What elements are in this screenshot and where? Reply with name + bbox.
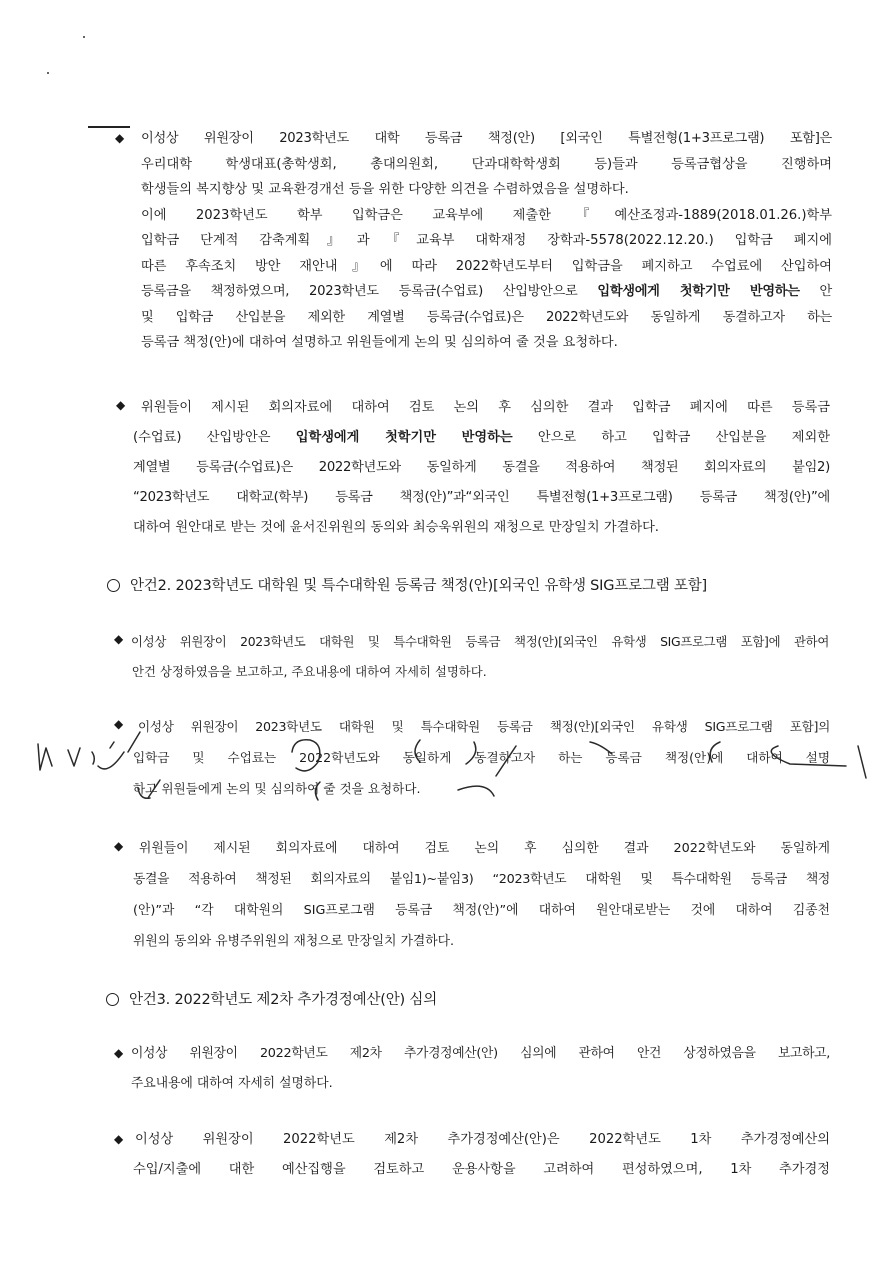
paragraph-1-line: 이성상 위원장이 2023학년도 대학 등록금 책정(안) [외국인 특별전형(1+3프로그램) 포함]은 xyxy=(141,131,832,146)
paragraph-1-line: 따른 후속조치 방안 재안내』에 따라 2022학년도부터 입학금을 폐지하고 수업료에 산입하여 xyxy=(141,258,832,274)
paragraph-6-line: 이성상 위원장이 2022학년도 제2차 추가경정예산(안) 심의에 관하여 안건 상정하였음을 보고하고, xyxy=(131,1046,830,1061)
paragraph-5-line: (안)”과 “각 대학원의 SIG프로그램 등록금 책정(안)”에 대하여 원안대로받는 것에 대하여 김종천 xyxy=(133,903,830,918)
agenda-heading-3: 안건3. 2022학년도 제2차 추가경정예산(안) 심의 xyxy=(106,988,437,1009)
bullet-icon: ◆ xyxy=(114,839,124,853)
circle-icon xyxy=(107,579,120,592)
paragraph-1-line: 등록금을 책정하였으며, 2023학년도 등록금(수업료) 산입방안으로 입학생에게 첫학기만 반영하는 안 xyxy=(141,284,832,299)
paragraph-1-line: 학생들의 복지향상 및 교육환경개선 등을 위한 다양한 의견을 수렴하였음을 설명하다. xyxy=(141,182,629,197)
paragraph-5-line: 위원의 동의와 유병주위원의 재청으로 만장일치 가결하다. xyxy=(133,934,455,949)
bullet-icon: ◆ xyxy=(114,1046,124,1060)
paragraph-2 xyxy=(133,393,830,543)
bullet-icon: ◆ xyxy=(116,398,126,412)
paragraph-7-line: 이성상 위원장이 2022학년도 제2차 추가경정예산(안)은 2022학년도 1차 추가경정예산의 xyxy=(135,1132,830,1147)
paragraph-5 xyxy=(133,833,830,957)
paragraph-5-line: 위원들이 제시된 회의자료에 대하여 검토 논의 후 심의한 결과 2022학년도와 동일하게 xyxy=(139,841,830,856)
paragraph-2-line: “2023학년도 대학교(학부) 등록금 책정(안)”과“외국인 특별전형(1+3프로그램) 등록금 책정(안)”에 xyxy=(133,490,830,505)
circle-icon xyxy=(106,993,119,1006)
emphasis-text: 입학생에게 첫학기만 반영하는 xyxy=(597,284,800,299)
margin-scribble xyxy=(110,742,114,748)
paragraph-1-line: 및 입학금 산입분을 제외한 계열별 등록금(수업료)은 2022학년도와 동일하게 동결하고자 하는 xyxy=(141,309,832,325)
paragraph-2-line: 대하여 원안대로 받는 것에 윤서진위원의 동의와 최승욱위원의 재청으로 만장일치 가결하다. xyxy=(133,520,660,535)
paragraph-1 xyxy=(141,126,832,356)
top-rule xyxy=(88,126,130,128)
paragraph-1-line: 우리대학 학생대표(총학생회, 총대의원회, 단과대학학생회 등)들과 등록금협상을 진행하며 xyxy=(141,156,832,172)
paragraph-7 xyxy=(133,1125,830,1185)
scan-speck xyxy=(83,36,85,38)
paragraph-3-line: 이성상 위원장이 2023학년도 대학원 및 특수대학원 등록금 책정(안)[외국인 유학생 SIG프로그램 포함]에 관하여 xyxy=(131,634,829,649)
paragraph-4-line: 입학금 및 수업료는 2022학년도와 동일하게 동결하고자 하는 등록금 책정(안)에 대하여 설명 xyxy=(133,750,830,765)
paragraph-6 xyxy=(131,1039,830,1099)
paragraph-3 xyxy=(131,627,829,687)
paragraph-2-line: 위원들이 제시된 회의자료에 대하여 검토 논의 후 심의한 결과 입학금 폐지에 따른 등록금 xyxy=(141,400,830,415)
bullet-icon: ◆ xyxy=(114,632,124,646)
margin-scribble xyxy=(858,746,866,778)
bullet-icon: ◆ xyxy=(115,131,125,145)
paragraph-6-line: 주요내용에 대하여 자세히 설명하다. xyxy=(131,1076,333,1091)
agenda-heading-2: 안건2. 2023학년도 대학원 및 특수대학원 등록금 책정(안)[외국인 유학생 SIG프로그램 포함] xyxy=(107,574,707,595)
scan-speck xyxy=(47,72,49,74)
margin-scribble xyxy=(68,748,80,766)
margin-scribble xyxy=(92,752,94,764)
paragraph-7-line: 수입/지출에 대한 예산집행을 검토하고 운용사항을 고려하여 편성하였으며, 1차 추가경정 xyxy=(133,1162,830,1177)
bullet-icon: ◆ xyxy=(114,1132,124,1146)
paragraph-1-line: 입학금 단계적 감축계획』과『교육부 대학재정 장학과-5578(2022.12.20.) 입학금 폐지에 xyxy=(141,233,832,248)
bullet-icon: ◆ xyxy=(114,717,124,731)
paragraph-4-line: 이성상 위원장이 2023학년도 대학원 및 특수대학원 등록금 책정(안)[외국인 유학생 SIG프로그램 포함]의 xyxy=(138,719,830,734)
paragraph-5-line: 동결을 적용하여 책정된 회의자료의 붙임1)~붙임3) “2023학년도 대학원 및 특수대학원 등록금 책정 xyxy=(133,872,830,887)
margin-scribble xyxy=(98,752,124,769)
paragraph-2-line: 계열별 등록금(수업료)은 2022학년도와 동일하게 동결을 적용하여 책정된 회의자료의 붙임2) xyxy=(133,460,830,475)
paragraph-4 xyxy=(133,711,830,804)
paragraph-2-line: (수업료) 산입방안은 입학생에게 첫학기만 반영하는 안으로 하고 입학금 산입분을 제외한 xyxy=(133,430,830,445)
paragraph-1-line: 등록금 책정(안)에 대하여 설명하고 위원들에게 논의 및 심의하여 줄 것을 요청하다. xyxy=(141,335,618,350)
paragraph-4-line: 하고 위원들에게 논의 및 심의하여 줄 것을 요청하다. xyxy=(133,781,421,796)
emphasis-text: 입학생에게 첫학기만 반영하는 xyxy=(295,430,513,445)
paragraph-3-line: 안건 상정하였음을 보고하고, 주요내용에 대하여 자세히 설명하다. xyxy=(132,664,487,679)
margin-scribble xyxy=(38,744,52,770)
paragraph-1-line: 이에 2023학년도 학부 입학금은 교육부에 제출한『예산조정과-1889(2018.01.26.)학부 xyxy=(141,207,832,223)
